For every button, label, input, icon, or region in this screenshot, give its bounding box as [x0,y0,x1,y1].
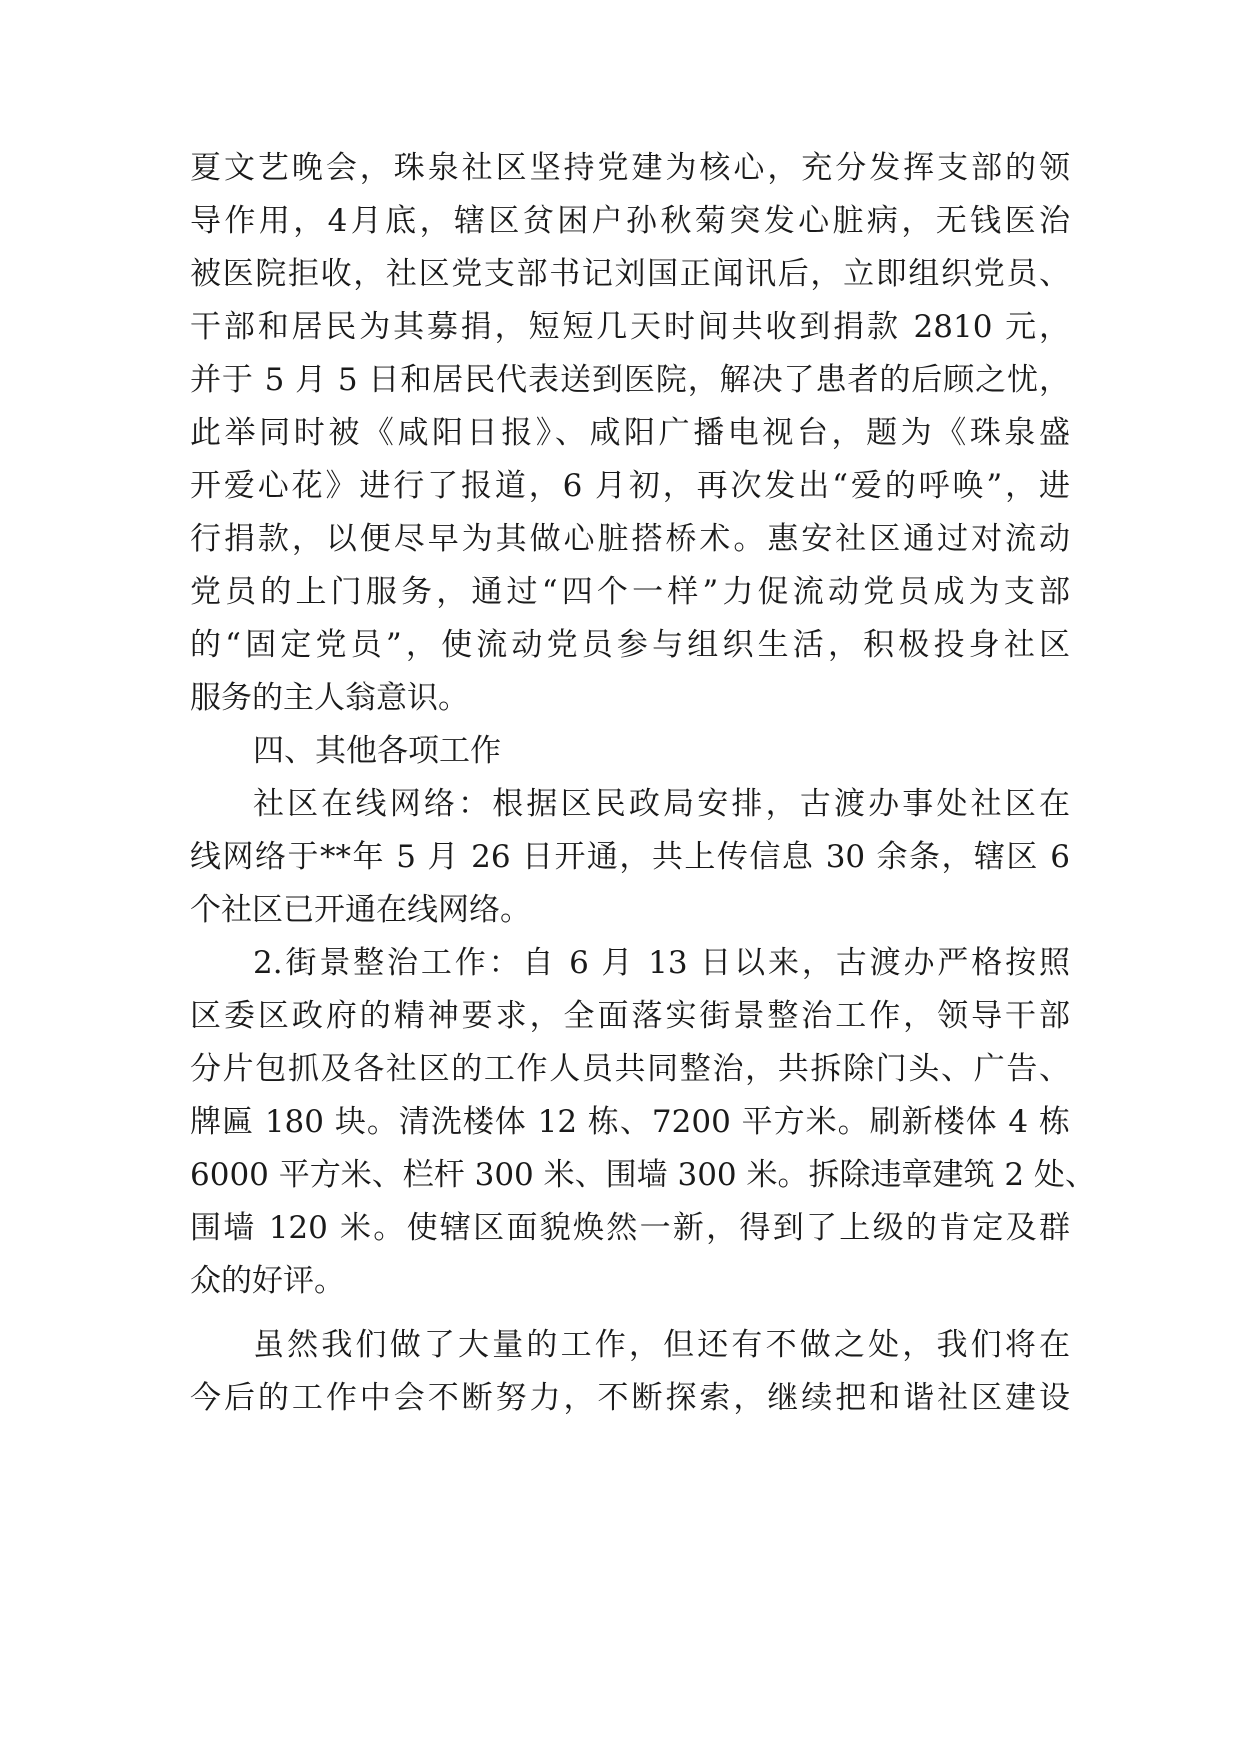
text-line: 6000 平方米、栏杆 300 米、围墙 300 米。拆除违章建筑 2 处、 [190,1157,1096,1193]
text-line: 党员的上门服务，通过“四个一样”力促流动党员成为支部 [190,574,1070,610]
text-line: 的“固定党员”，使流动党员参与组织生活，积极投身社区 [190,627,1070,663]
text-line: 夏文艺晚会，珠泉社区坚持党建为核心，充分发挥支部的领 [190,150,1070,186]
text-line: 行捐款，以便尽早为其做心脏搭桥术。惠安社区通过对流动 [190,521,1070,557]
text-line: 今后的工作中会不断努力，不断探索，继续把和谐社区建设 [190,1380,1070,1416]
text-line: 区委区政府的精神要求，全面落实街景整治工作，领导干部 [190,998,1070,1034]
text-line: 个社区已开通在线网络。 [190,892,531,928]
text-line: 2.街景整治工作：自 6 月 13 日以来，古渡办严格按照 [253,945,1070,981]
text-line: 开爱心花》进行了报道，6 月初，再次发出“爱的呼唤”，进 [190,468,1070,504]
text-line: 牌匾 180 块。清洗楼体 12 栋、7200 平方米。刷新楼体 4 栋 [190,1104,1070,1140]
text-line: 导作用，4月底，辖区贫困户孙秋菊突发心脏病，无钱医治 [190,203,1070,239]
text-line: 围墙 120 米。使辖区面貌焕然一新，得到了上级的肯定及群 [190,1210,1070,1246]
text-line: 并于 5 月 5 日和居民代表送到医院，解决了患者的后顾之忧， [190,362,1070,398]
text-line: 干部和居民为其募捐，短短几天时间共收到捐款 2810 元， [190,309,1070,345]
text-line: 此举同时被《咸阳日报》、咸阳广播电视台，题为《珠泉盛 [190,415,1070,451]
text-line: 众的好评。 [190,1263,345,1299]
text-line: 被医院拒收，社区党支部书记刘国正闻讯后，立即组织党员、 [190,256,1070,292]
text-line: 分片包抓及各社区的工作人员共同整治，共拆除门头、广告、 [190,1051,1070,1087]
section-heading: 四、其他各项工作 [253,733,501,769]
text-line: 社区在线网络：根据区民政局安排，古渡办事处社区在 [253,786,1070,822]
text-line: 线网络于**年 5 月 26 日开通，共上传信息 30 余条，辖区 6 [190,839,1070,875]
text-line: 服务的主人翁意识。 [190,680,469,716]
text-line: 虽然我们做了大量的工作，但还有不做之处，我们将在 [253,1327,1070,1363]
